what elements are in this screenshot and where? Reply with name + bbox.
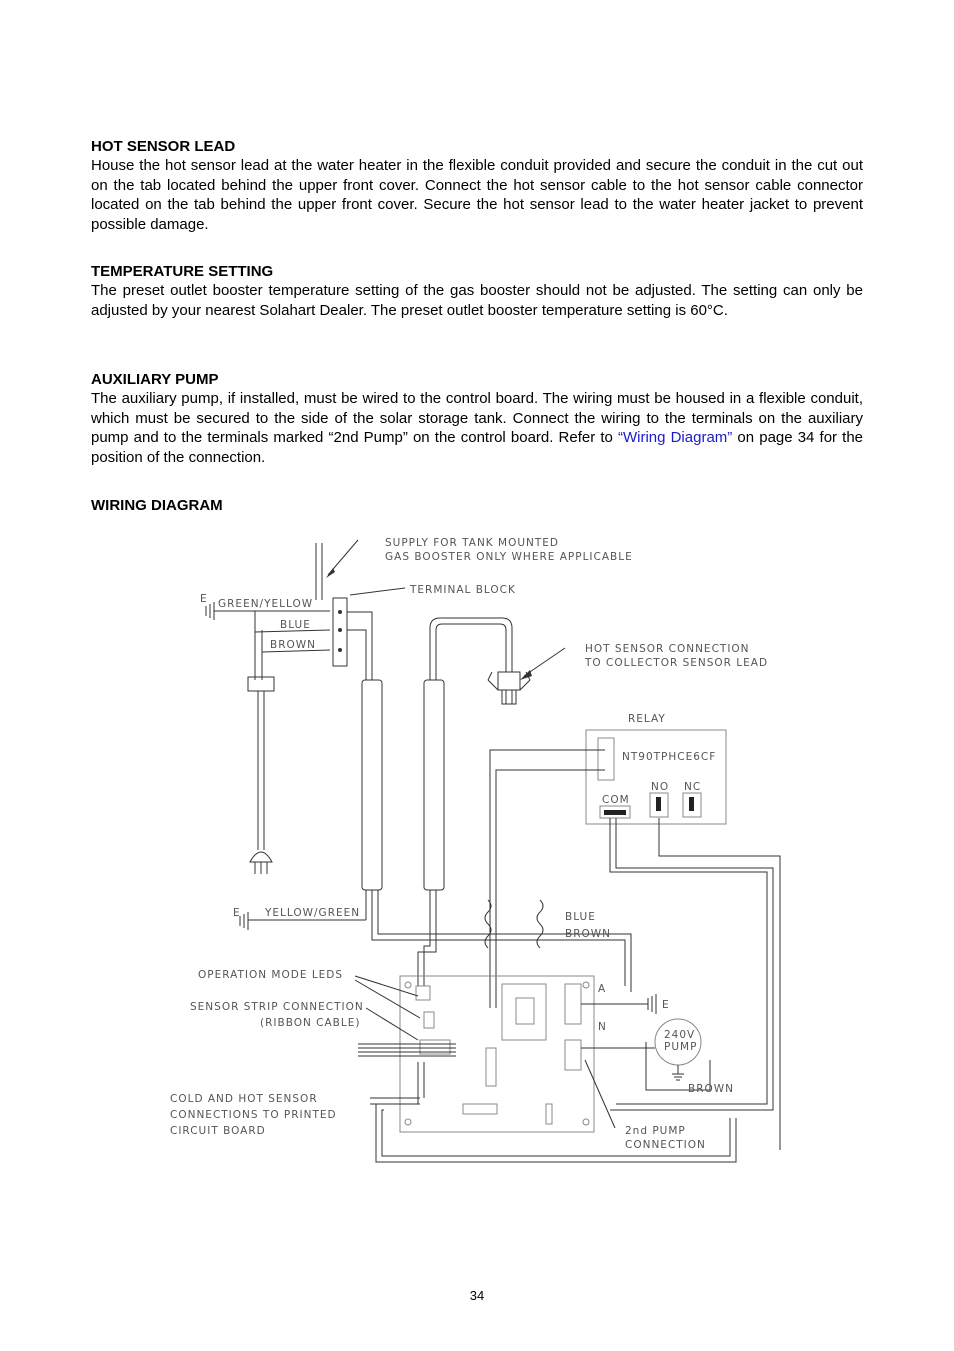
earth-label-1: E — [200, 593, 208, 605]
plug — [250, 852, 272, 862]
relay-model-label: NT90TPHCE6CF — [622, 751, 717, 763]
earth-label-2: E — [233, 907, 241, 919]
hot-sensor-label-2: TO COLLECTOR SENSOR LEAD — [585, 657, 769, 669]
second-pump-label-2: CONNECTION — [625, 1139, 706, 1151]
op-leds-label: OPERATION MODE LEDS — [198, 969, 344, 981]
supply-label-1: SUPPLY FOR TANK MOUNTED — [385, 537, 560, 549]
paragraph-auxiliary-pump — [91, 389, 863, 467]
section-auxiliary-pump — [91, 370, 863, 467]
cold-hot-label-3: CIRCUIT BOARD — [170, 1125, 266, 1137]
relay-label: RELAY — [628, 713, 666, 725]
section-hot-sensor-lead — [91, 137, 863, 234]
paragraph-hot-sensor-lead: House the hot sensor lead at the water heater in the flexible conduit provided and secure the conduit in the cut out on the tab located behind the upper front cover. Connect the hot sensor cable to the hot sensor cable connector located on the tab behind the upper front cover. Secure the hot sensor lead to the water heater jacket to prevent possible damage. — [91, 157, 863, 233]
wiring-diagram-link[interactable]: “Wiring Diagram” — [617, 429, 733, 446]
terminal-n-label: N — [598, 1021, 607, 1033]
supply-cable — [316, 540, 358, 600]
brown-label-3: BROWN — [688, 1083, 735, 1095]
terminal-block-label: TERMINAL BLOCK — [410, 584, 516, 596]
yellow-green-label: YELLOW/GREEN — [265, 907, 361, 919]
second-pump-label-1: 2nd PUMP — [625, 1125, 686, 1137]
green-yellow-label: GREEN/YELLOW — [218, 598, 314, 610]
earth-label-3: E — [662, 999, 670, 1011]
section-wiring-diagram — [91, 496, 863, 515]
relay-nc-label: NC — [684, 781, 702, 793]
conduit-left — [362, 680, 382, 890]
cable-gland — [248, 677, 274, 691]
terminal-a-label: A — [598, 983, 607, 995]
cold-hot-label-1: COLD AND HOT SENSOR — [170, 1093, 318, 1105]
section-temperature-setting — [91, 262, 863, 320]
heading-wiring-diagram: WIRING DIAGRAM — [91, 497, 223, 514]
hot-sensor-label-1: HOT SENSOR CONNECTION — [585, 643, 750, 655]
sensor-strip-label-1: SENSOR STRIP CONNECTION — [190, 1001, 364, 1013]
relay-com-label: COM — [602, 794, 630, 806]
brown-label: BROWN — [270, 639, 317, 651]
heading-temperature-setting: TEMPERATURE SETTING — [91, 263, 274, 280]
wiring-diagram — [0, 520, 954, 1180]
blue-label-2: BLUE — [565, 911, 596, 923]
blue-label: BLUE — [280, 619, 311, 631]
auxiliary-pump-text-1: The auxiliary pump, if installed, must be wired to the control board. The wiring must be housed in a flexible conduit, which must be secured to the side of the solar storage tank. Connect the wiring to the terminals on the auxiliary pump and to the terminals marked “2nd Pump” on the control board. Refer to — [91, 390, 863, 446]
pump-label-2: PUMP — [664, 1041, 698, 1053]
supply-label-2: GAS BOOSTER ONLY WHERE APPLICABLE — [385, 551, 633, 563]
heading-auxiliary-pump: AUXILIARY PUMP — [91, 371, 219, 388]
relay-no-label: NO — [651, 781, 670, 793]
hot-sensor-connector — [488, 648, 565, 704]
cold-hot-label-2: CONNECTIONS TO PRINTED — [170, 1109, 337, 1121]
paragraph-temperature-setting: The preset outlet booster temperature setting of the gas booster should not be adjusted. The setting can only be adjusted by your nearest Solahart Dealer. The preset outlet booster temperature setting is 60°C. — [91, 282, 863, 319]
brown-label-2: BROWN — [565, 928, 612, 940]
heading-hot-sensor-lead: HOT SENSOR LEAD — [91, 138, 236, 155]
auxiliary-pump-text-2: on page 34 for the position of the connection. — [91, 429, 864, 466]
conduit-right — [424, 680, 444, 890]
page-number: 34 — [469, 1288, 485, 1303]
sensor-strip-label-2: (RIBBON CABLE) — [260, 1017, 361, 1029]
pump-label-1: 240V — [664, 1029, 696, 1041]
